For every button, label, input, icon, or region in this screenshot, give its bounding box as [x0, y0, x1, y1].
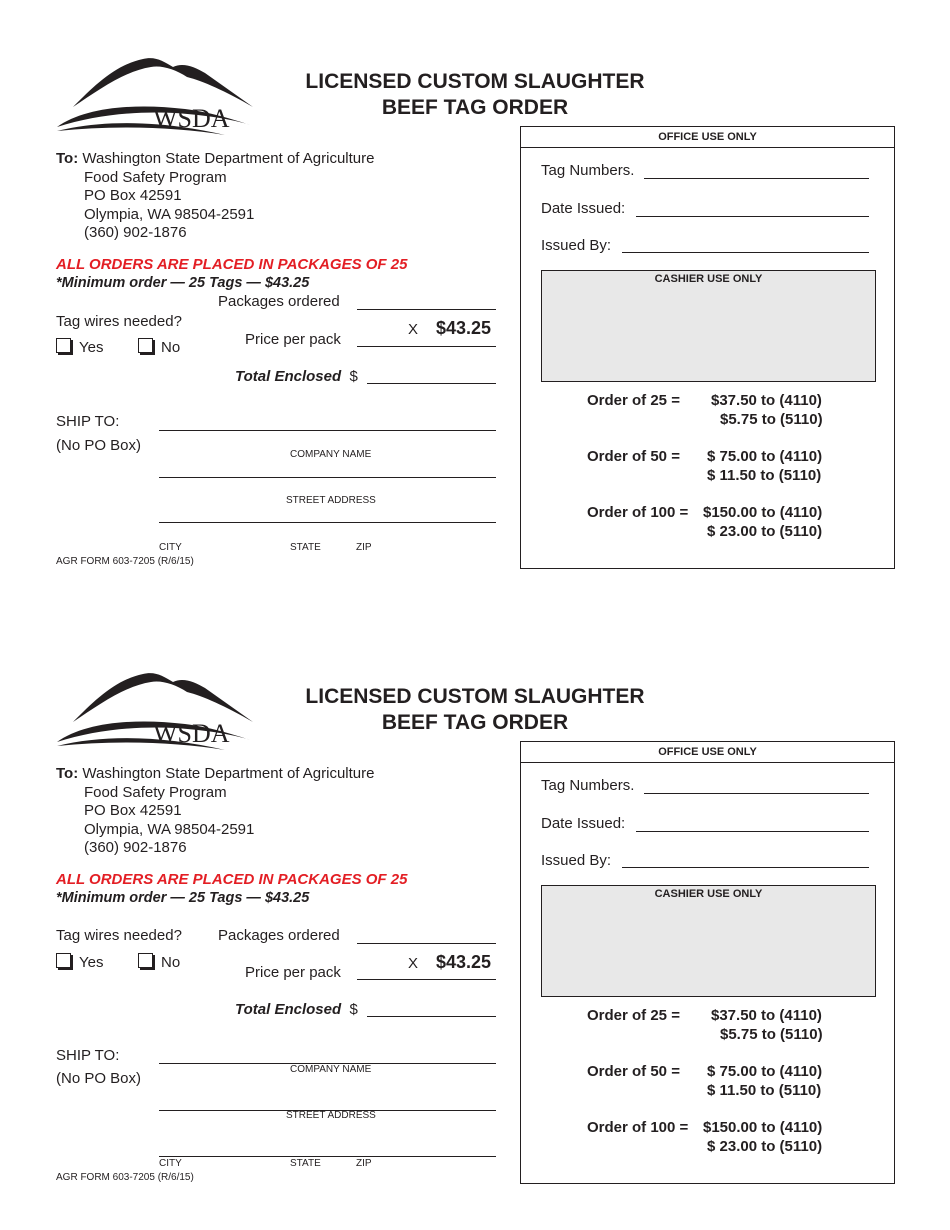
ship-to-label: SHIP TO:	[56, 1047, 120, 1064]
recipient-address: To: Washington State Department of Agriculture Food Safety Program PO Box 42591 Olympia, WA 98504-2591 (360) 902-1876	[56, 765, 375, 857]
city-state-zip-field[interactable]	[159, 1156, 496, 1157]
form-title: LICENSED CUSTOM SLAUGHTER BEEF TAG ORDER	[305, 70, 645, 119]
order-50-label: Order of 50 =	[587, 1063, 680, 1080]
price-per-pack-label: Price per pack	[245, 331, 341, 348]
total-enclosed-field[interactable]	[367, 1016, 496, 1017]
office-use-heading: OFFICE USE ONLY	[521, 127, 894, 148]
packages-notice: ALL ORDERS ARE PLACED IN PACKAGES OF 25	[56, 871, 408, 888]
tag-numbers-label: Tag Numbers.	[541, 777, 635, 794]
company-name-label: COMPANY NAME	[290, 1064, 372, 1075]
tag-numbers-field[interactable]	[644, 178, 869, 179]
cashier-use-heading: CASHIER USE ONLY	[654, 888, 763, 900]
multiply-sign: X	[408, 955, 419, 972]
order-100-line1: $150.00 to (4110)	[703, 1119, 823, 1136]
zip-label: ZIP	[356, 542, 372, 553]
office-use-heading: OFFICE USE ONLY	[521, 742, 894, 763]
order-form-bottom	[0, 615, 950, 1230]
no-po-box-note: (No PO Box)	[56, 437, 142, 454]
svg-text:WSDA: WSDA	[153, 719, 230, 748]
issued-by-field[interactable]	[622, 252, 869, 253]
yes-checkbox[interactable]: Yes	[56, 338, 103, 356]
order-25-line2: $5.75 to (5110)	[720, 411, 823, 428]
street-address-field[interactable]	[159, 477, 496, 478]
total-enclosed-label: Total Enclosed $	[235, 1001, 358, 1018]
form-title: LICENSED CUSTOM SLAUGHTER BEEF TAG ORDER	[305, 685, 645, 734]
minimum-order: *Minimum order — 25 Tags — $43.25	[56, 275, 310, 291]
packages-ordered-label: Packages ordered	[218, 927, 340, 944]
order-25-line2: $5.75 to (5110)	[720, 1026, 823, 1043]
yes-checkbox[interactable]: Yes	[56, 953, 103, 971]
price-per-pack-value: $43.25	[436, 318, 492, 338]
date-issued-field[interactable]	[636, 831, 869, 832]
tag-wires-label: Tag wires needed?	[56, 313, 182, 330]
tag-wires-label: Tag wires needed?	[56, 927, 182, 944]
total-enclosed-label: Total Enclosed $	[235, 368, 358, 385]
order-100-line1: $150.00 to (4110)	[703, 504, 823, 521]
order-50-line1: $ 75.00 to (4110)	[707, 1063, 823, 1080]
price-per-pack-value: $43.25	[436, 952, 492, 972]
cashier-use-box	[541, 885, 876, 997]
date-issued-label: Date Issued:	[541, 200, 626, 217]
ship-to-label: SHIP TO:	[56, 413, 120, 430]
state-label: STATE	[290, 542, 321, 553]
order-100-line2: $ 23.00 to (5110)	[707, 523, 823, 540]
checkbox-icon	[56, 953, 71, 968]
no-po-box-note: (No PO Box)	[56, 1070, 142, 1087]
office-use-box	[520, 741, 895, 1184]
street-address-label: STREET ADDRESS	[286, 1110, 376, 1121]
city-label: CITY	[159, 1158, 182, 1169]
state-label: STATE	[290, 1158, 321, 1169]
street-address-label: STREET ADDRESS	[286, 495, 376, 506]
wsda-logo	[55, 670, 255, 752]
company-name-label: COMPANY NAME	[290, 449, 372, 460]
city-label: CITY	[159, 542, 182, 553]
total-enclosed-field[interactable]	[367, 383, 496, 384]
price-per-pack-label: Price per pack	[245, 964, 341, 981]
issued-by-field[interactable]	[622, 867, 869, 868]
order-50-line1: $ 75.00 to (4110)	[707, 448, 823, 465]
packages-ordered-field[interactable]	[357, 309, 496, 310]
price-per-pack-line	[357, 979, 496, 980]
order-25-line1: $37.50 to (4110)	[711, 1007, 822, 1024]
issued-by-label: Issued By:	[541, 237, 612, 254]
order-25-line1: $37.50 to (4110)	[711, 392, 822, 409]
recipient-address: To: Washington State Department of Agriculture Food Safety Program PO Box 42591 Olympia, WA 98504-2591 (360) 902-1876	[56, 150, 375, 242]
city-state-zip-field[interactable]	[159, 522, 496, 523]
price-per-pack-line	[357, 346, 496, 347]
no-checkbox[interactable]: No	[138, 338, 180, 356]
checkbox-icon	[138, 953, 153, 968]
cashier-use-heading: CASHIER USE ONLY	[654, 273, 763, 285]
order-50-line2: $ 11.50 to (5110)	[707, 1082, 822, 1099]
tag-numbers-label: Tag Numbers.	[541, 162, 635, 179]
order-100-line2: $ 23.00 to (5110)	[707, 1138, 823, 1155]
svg-text:WSDA: WSDA	[153, 104, 230, 133]
checkbox-icon	[138, 338, 153, 353]
form-number: AGR FORM 603-7205 (R/6/15)	[56, 556, 194, 567]
order-50-line2: $ 11.50 to (5110)	[707, 467, 822, 484]
company-name-field[interactable]	[159, 430, 496, 431]
order-25-label: Order of 25 =	[587, 392, 680, 409]
order-100-label: Order of 100 =	[587, 504, 689, 521]
wsda-logo	[55, 55, 255, 137]
order-50-label: Order of 50 =	[587, 448, 680, 465]
packages-notice: ALL ORDERS ARE PLACED IN PACKAGES OF 25	[56, 256, 408, 273]
issued-by-label: Issued By:	[541, 852, 612, 869]
office-use-box	[520, 126, 895, 569]
packages-ordered-label: Packages ordered	[218, 293, 340, 310]
multiply-sign: X	[408, 321, 419, 338]
packages-ordered-field[interactable]	[357, 943, 496, 944]
cashier-use-box	[541, 270, 876, 382]
order-100-label: Order of 100 =	[587, 1119, 689, 1136]
checkbox-icon	[56, 338, 71, 353]
order-25-label: Order of 25 =	[587, 1007, 680, 1024]
date-issued-label: Date Issued:	[541, 815, 626, 832]
tag-numbers-field[interactable]	[644, 793, 869, 794]
form-number: AGR FORM 603-7205 (R/6/15)	[56, 1172, 194, 1183]
minimum-order: *Minimum order — 25 Tags — $43.25	[56, 890, 310, 906]
date-issued-field[interactable]	[636, 216, 869, 217]
no-checkbox[interactable]: No	[138, 953, 180, 971]
zip-label: ZIP	[356, 1158, 372, 1169]
